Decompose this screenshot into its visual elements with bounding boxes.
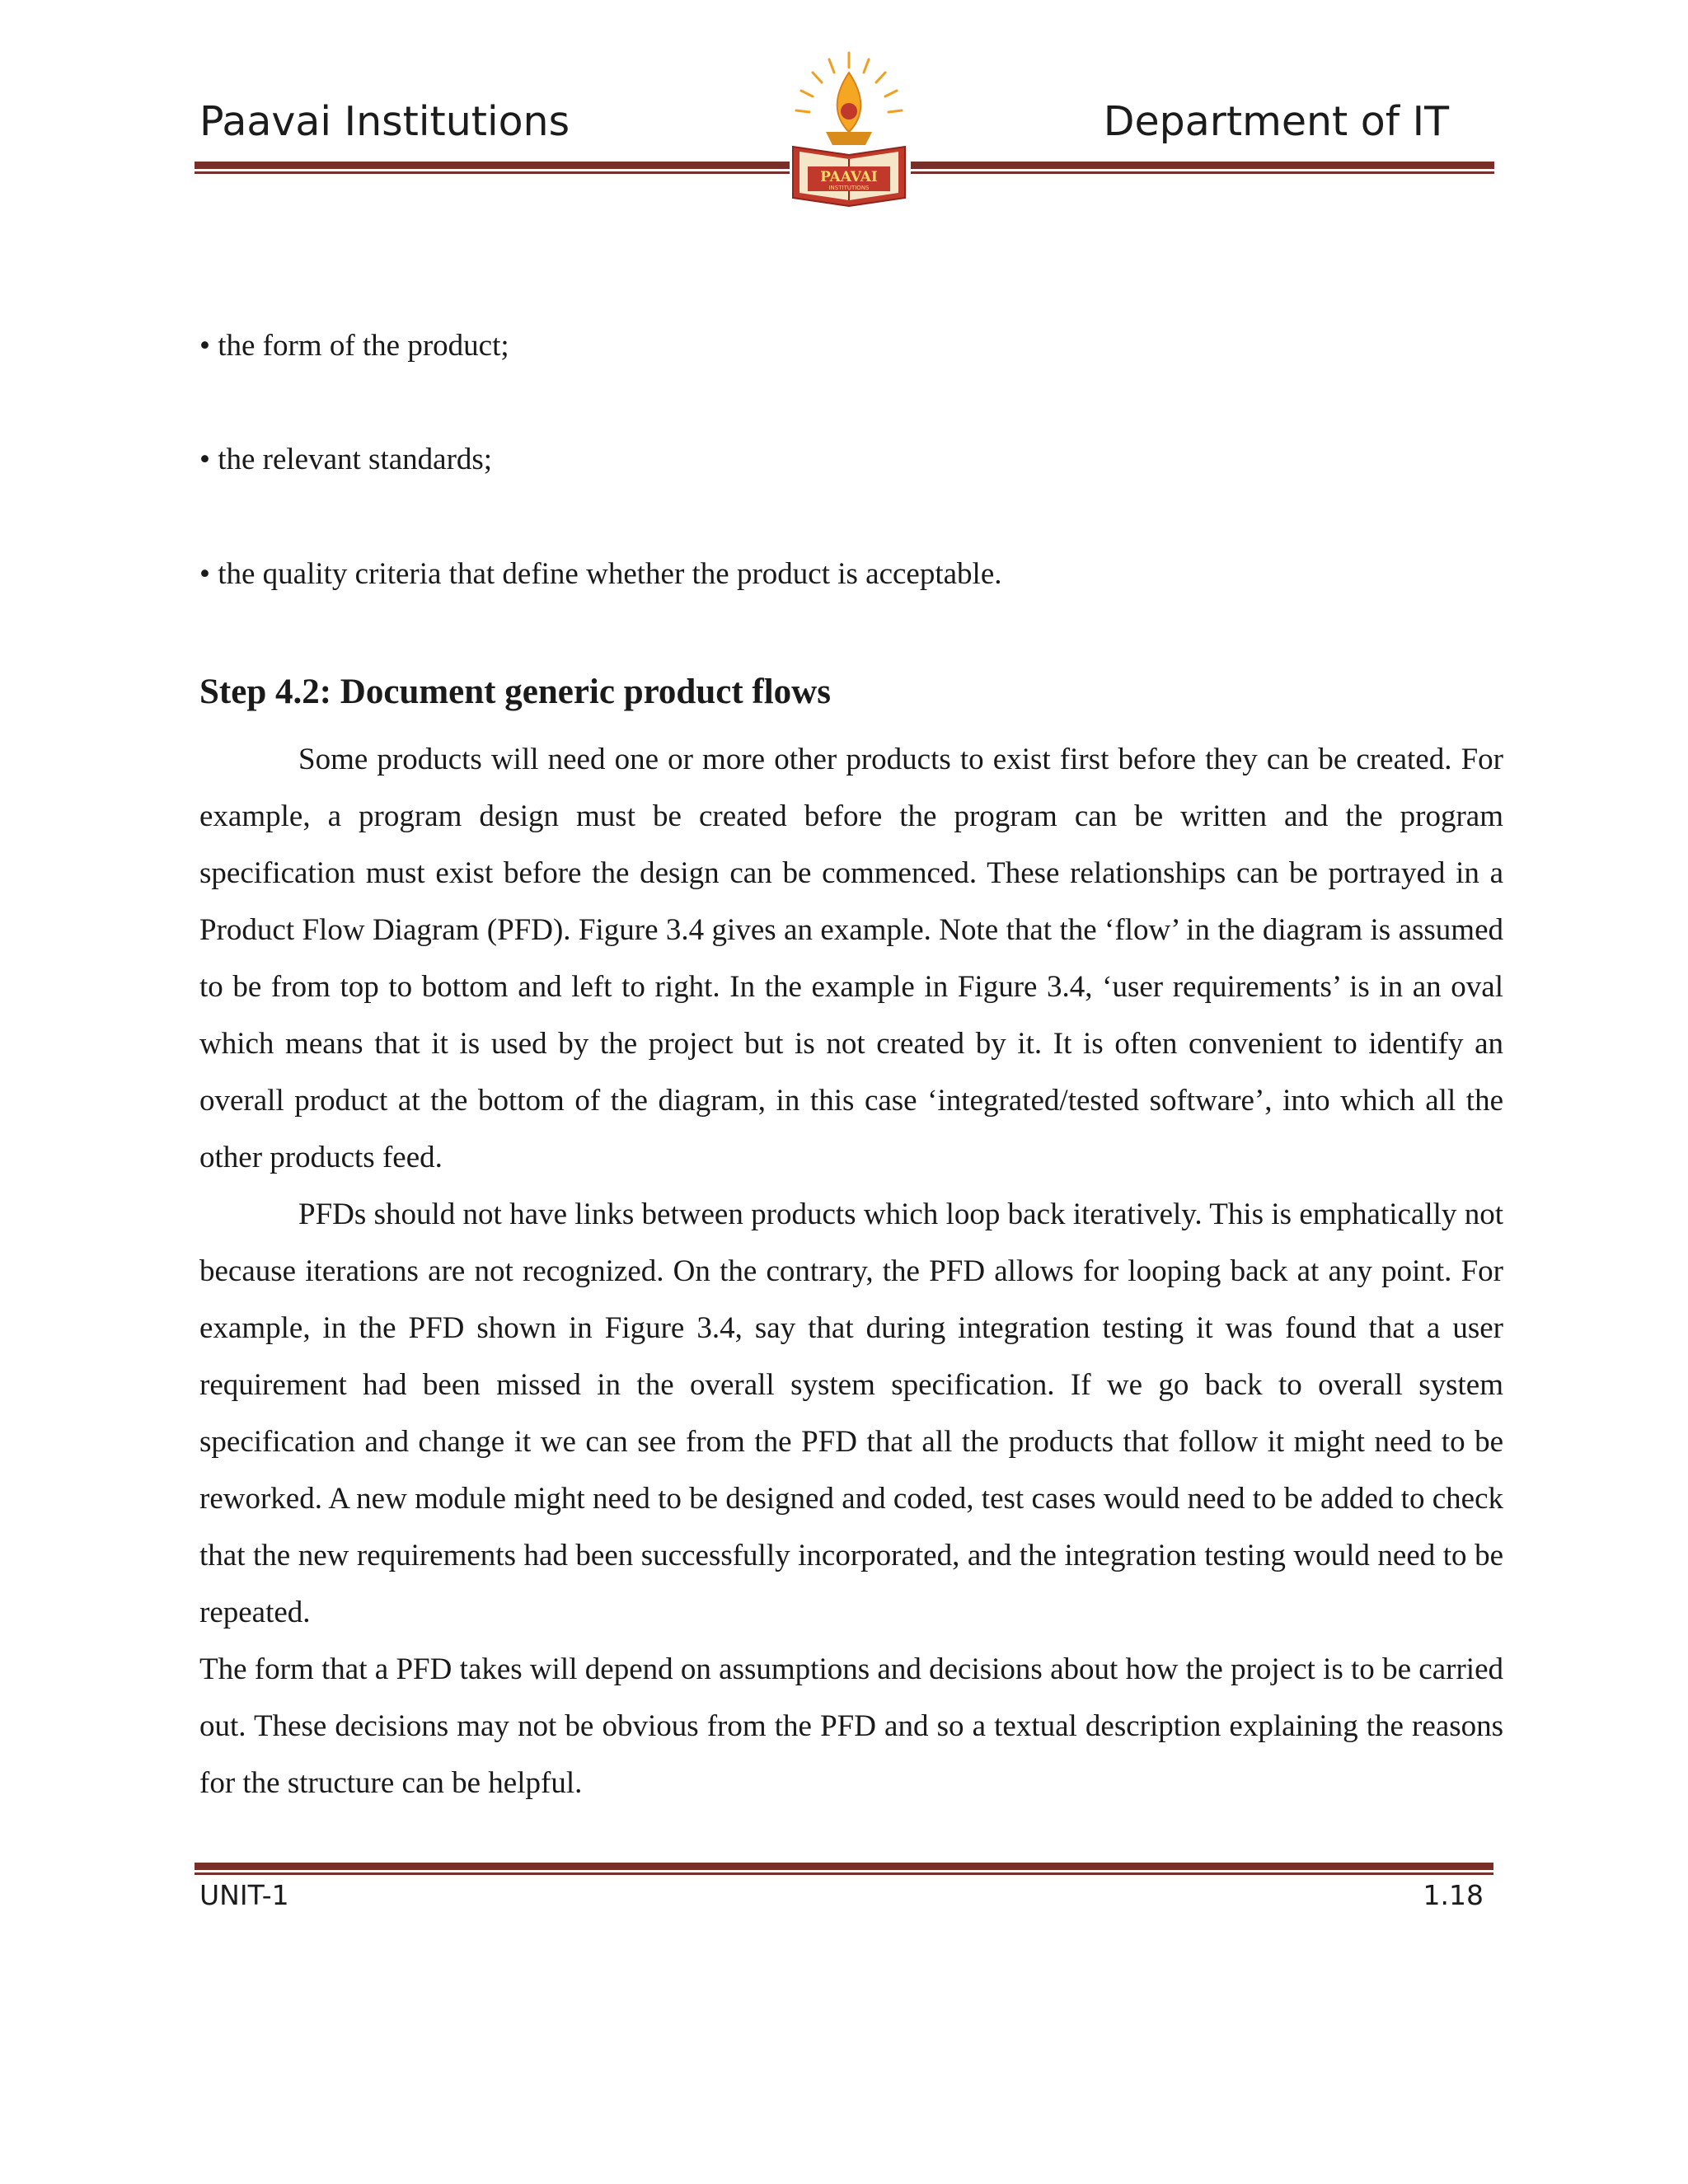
footer-unit: UNIT-1 [199, 1879, 289, 1911]
bullet-item: • the form of the product; [199, 329, 509, 363]
svg-text:PAAVAI: PAAVAI [820, 169, 878, 185]
paragraph: PFDs should not have links between products which loop back iteratively. This is emphatically not because iterations are not recognized. On the contrary, the PFD allows for looping back at any point. For example, in the PFD shown in Figure 3.4, say that during integration testing it was found that a user requirement had been missed in the overall system specification. If we go back to overall system specification and change it we can see from the PFD that all the products that follow it might need to be reworked. A new module might need to be designed and coded, test cases would need to be added to check that the new requirements had been successfully incorporated, and the integration testing would need to be repeated. [199, 1197, 1503, 1629]
svg-text:INSTITUTIONS: INSTITUTIONS [828, 185, 870, 191]
section-body [199, 731, 1503, 1811]
section-heading: Step 4.2: Document generic product flows [199, 673, 831, 711]
page-number: 1.18 [1423, 1879, 1484, 1911]
header-department: Department of IT [1103, 98, 1449, 145]
paragraph: Some products will need one or more other products to exist first before they can be created. For example, a program design must be created before the program can be written and the program specification must exist before the design can be commenced. These relationships can be portrayed in a Product Flow Diagram (PFD). Figure 3.4 gives an example. Note that the ‘flow’ in the diagram is assumed to be from top to bottom and left to right. In the example in Figure 3.4, ‘user requirements’ is in an oval which means that it is used by the project but is not created by it. It is often convenient to identify an overall product at the bottom of the diagram, in this case ‘integrated/tested software’, into which all the other products feed. [199, 743, 1503, 1174]
footer-rule [195, 1863, 1493, 1870]
paragraph: The form that a PFD takes will depend on assumptions and decisions about how the project is to be carried out. These decisions may not be obvious from the PFD and so a textual description explaining the reasons for the structure can be helpful. [199, 1652, 1503, 1800]
bullet-item: • the quality criteria that define whether the product is acceptable. [199, 557, 1002, 591]
bullet-item: • the relevant standards; [199, 443, 493, 476]
header-rule-right [911, 162, 1494, 169]
paavai-lamp-book-logo [783, 49, 915, 218]
header-institution: Paavai Institutions [199, 98, 570, 145]
header-rule-left [195, 162, 790, 169]
